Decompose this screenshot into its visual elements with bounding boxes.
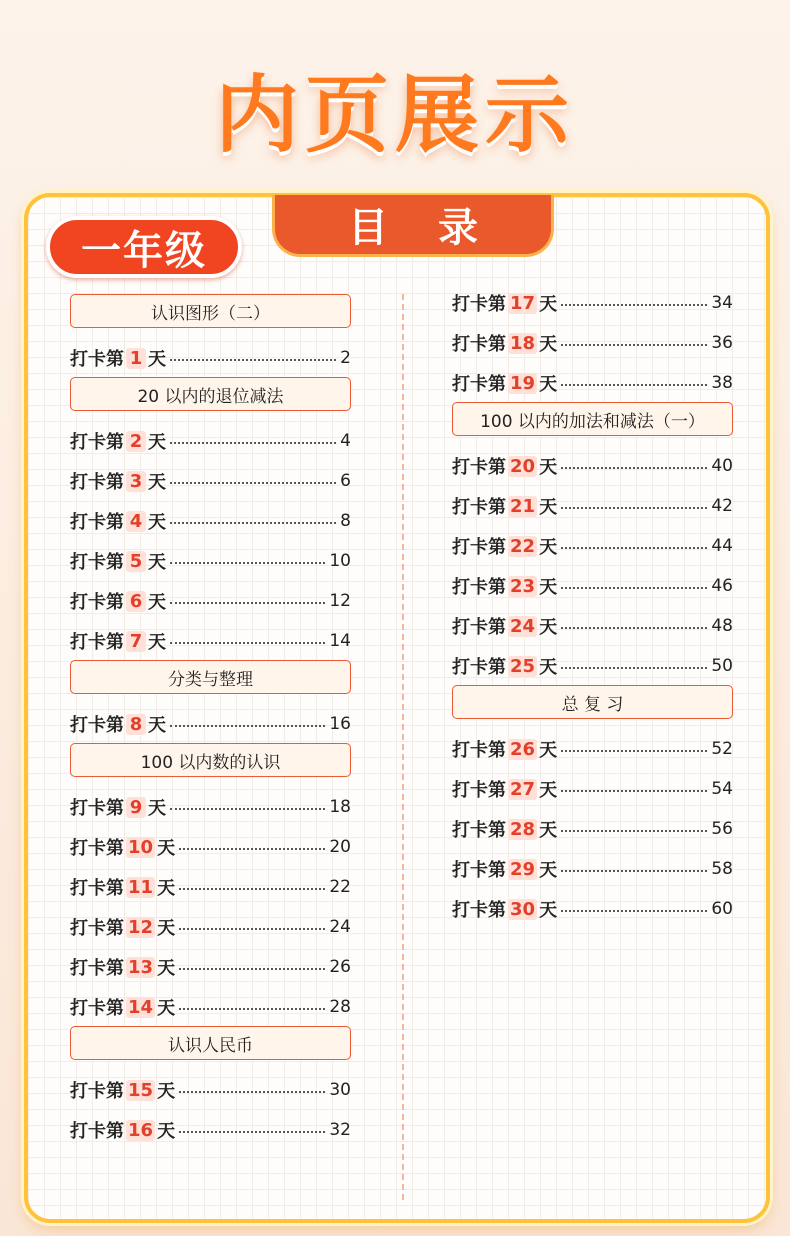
toc-entry-prefix: 打卡第 bbox=[70, 592, 124, 613]
toc-entry-page: 36 bbox=[711, 333, 733, 353]
toc-entry-prefix: 打卡第 bbox=[452, 457, 506, 478]
toc-entry-prefix: 打卡第 bbox=[70, 472, 124, 493]
toc-entry-suffix: 天 bbox=[539, 900, 558, 921]
toc-entry-leader bbox=[179, 928, 325, 930]
toc-entry-leader bbox=[179, 968, 325, 970]
toc-entry-prefix: 打卡第 bbox=[70, 1121, 124, 1142]
toc-entry-page: 12 bbox=[329, 591, 351, 611]
toc-entry-leader bbox=[561, 547, 707, 549]
toc-entry[interactable] bbox=[70, 548, 351, 574]
toc-entry-leader bbox=[179, 1008, 325, 1010]
toc-entry-prefix: 打卡第 bbox=[70, 512, 124, 533]
toc-entry-page: 8 bbox=[340, 511, 351, 531]
toc-entry-prefix: 打卡第 bbox=[70, 349, 124, 370]
toc-entry-day: 7 bbox=[126, 631, 146, 652]
toc-entry-day: 10 bbox=[128, 836, 154, 858]
toc-entry-suffix: 天 bbox=[157, 1121, 176, 1142]
toc-entry-page: 18 bbox=[329, 797, 351, 817]
toc-entry-prefix: 打卡第 bbox=[70, 878, 124, 899]
toc-entry-day: 14 bbox=[128, 996, 154, 1018]
toc-entry-suffix: 天 bbox=[539, 294, 558, 315]
toc-entry-page: 32 bbox=[329, 1120, 351, 1140]
toc-entry[interactable] bbox=[452, 653, 733, 679]
toc-entry-prefix: 打卡第 bbox=[70, 838, 124, 859]
toc-entry[interactable] bbox=[70, 345, 351, 371]
toc-entry-page: 38 bbox=[711, 373, 733, 393]
toc-entry[interactable] bbox=[452, 370, 733, 396]
toc-entry-page: 46 bbox=[711, 576, 733, 596]
toc-entry[interactable] bbox=[70, 588, 351, 614]
toc-entry-suffix: 天 bbox=[148, 715, 166, 736]
toc-entry-prefix: 打卡第 bbox=[452, 740, 506, 761]
toc-entry-prefix: 打卡第 bbox=[452, 860, 506, 881]
toc-entry-page: 14 bbox=[329, 631, 351, 651]
toc-entry-day: 8 bbox=[126, 714, 146, 735]
toc-entry-page: 56 bbox=[711, 819, 733, 839]
toc-entry-leader bbox=[561, 910, 707, 912]
toc-entry-page: 16 bbox=[329, 714, 351, 734]
toc-entry-leader bbox=[179, 1131, 325, 1133]
toc-entry-suffix: 天 bbox=[539, 577, 558, 598]
toc-entry-suffix: 天 bbox=[539, 334, 558, 355]
toc-entry[interactable] bbox=[70, 628, 351, 654]
toc-entry-suffix: 天 bbox=[157, 958, 176, 979]
toc-entry[interactable] bbox=[452, 533, 733, 559]
toc-entry-page: 54 bbox=[711, 779, 733, 799]
toc-entry-day: 30 bbox=[510, 898, 536, 920]
toc-section-header: 认识人民币 bbox=[70, 1026, 351, 1060]
toc-entry-day: 17 bbox=[510, 292, 536, 314]
column-divider bbox=[402, 294, 404, 1200]
toc-entry-prefix: 打卡第 bbox=[70, 918, 124, 939]
toc-entry-leader bbox=[179, 1091, 325, 1093]
toc-entry-leader bbox=[170, 602, 325, 604]
toc-entry-leader bbox=[561, 627, 707, 629]
toc-entry-day: 11 bbox=[128, 876, 154, 898]
toc-entry-day: 23 bbox=[510, 575, 536, 597]
toc-entry-leader bbox=[170, 442, 336, 444]
toc-entry-day: 4 bbox=[126, 511, 146, 532]
toc-entry-prefix: 打卡第 bbox=[70, 1081, 124, 1102]
toc-entry[interactable] bbox=[452, 816, 733, 842]
toc-entry-day: 20 bbox=[510, 455, 536, 477]
toc-section-header: 总 复 习 bbox=[452, 685, 733, 719]
toc-entry-suffix: 天 bbox=[539, 860, 558, 881]
toc-entry-leader bbox=[179, 848, 325, 850]
toc-entry-suffix: 天 bbox=[148, 592, 166, 613]
toc-section-header: 认识图形（二） bbox=[70, 294, 351, 328]
toc-entry-prefix: 打卡第 bbox=[452, 577, 506, 598]
toc-entry-leader bbox=[561, 790, 707, 792]
toc-entry-day: 1 bbox=[126, 348, 146, 369]
toc-entry-leader bbox=[170, 482, 336, 484]
toc-entry-suffix: 天 bbox=[148, 432, 166, 453]
toc-entry-leader bbox=[170, 562, 325, 564]
toc-entry-prefix: 打卡第 bbox=[70, 798, 124, 819]
toc-entry[interactable] bbox=[452, 290, 733, 316]
toc-entry[interactable] bbox=[452, 736, 733, 762]
toc-tab: 目录 bbox=[272, 195, 554, 257]
toc-entry[interactable] bbox=[70, 711, 351, 737]
toc-entry-page: 50 bbox=[711, 656, 733, 676]
toc-entry[interactable] bbox=[452, 613, 733, 639]
toc-entry-suffix: 天 bbox=[539, 657, 558, 678]
toc-entry-prefix: 打卡第 bbox=[452, 497, 506, 518]
toc-entry-page: 52 bbox=[711, 739, 733, 759]
toc-entry[interactable] bbox=[70, 508, 351, 534]
toc-entry-suffix: 天 bbox=[157, 1081, 176, 1102]
toc-entry-day: 24 bbox=[510, 615, 536, 637]
toc-entry-page: 34 bbox=[711, 293, 733, 313]
toc-entry-day: 3 bbox=[126, 471, 146, 492]
toc-entry[interactable] bbox=[452, 776, 733, 802]
toc-entry[interactable] bbox=[452, 453, 733, 479]
toc-entry-suffix: 天 bbox=[148, 552, 166, 573]
toc-entry-day: 12 bbox=[128, 916, 154, 938]
toc-entry[interactable] bbox=[70, 914, 351, 940]
toc-entry[interactable] bbox=[70, 1077, 351, 1103]
toc-entry-prefix: 打卡第 bbox=[70, 998, 124, 1019]
toc-entry-leader bbox=[561, 467, 707, 469]
toc-entry-leader bbox=[561, 587, 707, 589]
toc-entry-page: 4 bbox=[340, 431, 351, 451]
toc-entry-prefix: 打卡第 bbox=[70, 958, 124, 979]
toc-section-header: 分类与整理 bbox=[70, 660, 351, 694]
toc-entry-suffix: 天 bbox=[539, 780, 558, 801]
toc-entry-suffix: 天 bbox=[539, 740, 558, 761]
toc-entry-day: 19 bbox=[510, 372, 536, 394]
toc-entry-leader bbox=[561, 507, 707, 509]
toc-entry-day: 18 bbox=[510, 332, 536, 354]
toc-section-header: 20 以内的退位减法 bbox=[70, 377, 351, 411]
toc-entry-leader bbox=[561, 870, 707, 872]
toc-entry-day: 25 bbox=[510, 655, 536, 677]
toc-entry[interactable] bbox=[70, 794, 351, 820]
toc-entry-suffix: 天 bbox=[157, 998, 176, 1019]
toc-entry-prefix: 打卡第 bbox=[70, 552, 124, 573]
toc-entry-prefix: 打卡第 bbox=[452, 617, 506, 638]
toc-entry[interactable] bbox=[452, 896, 733, 922]
toc-entry-suffix: 天 bbox=[157, 918, 176, 939]
toc-entry[interactable] bbox=[452, 330, 733, 356]
toc-entry-leader bbox=[561, 830, 707, 832]
toc-entry-day: 9 bbox=[126, 797, 146, 818]
toc-entry-suffix: 天 bbox=[148, 349, 166, 370]
toc-entry-page: 10 bbox=[329, 551, 351, 571]
toc-entry-page: 42 bbox=[711, 496, 733, 516]
toc-entry[interactable] bbox=[70, 994, 351, 1020]
toc-entry-day: 15 bbox=[128, 1079, 154, 1101]
toc-entry-page: 26 bbox=[329, 957, 351, 977]
toc-entry-page: 2 bbox=[340, 348, 351, 368]
toc-entry-leader bbox=[170, 522, 336, 524]
toc-entry-day: 28 bbox=[510, 818, 536, 840]
page-title: 内页展示 bbox=[214, 66, 575, 164]
toc-entry-suffix: 天 bbox=[539, 457, 558, 478]
toc-entry-prefix: 打卡第 bbox=[452, 334, 506, 355]
toc-entry-suffix: 天 bbox=[148, 472, 166, 493]
toc-entry-suffix: 天 bbox=[539, 497, 558, 518]
toc-entry-day: 5 bbox=[126, 551, 146, 572]
toc-entry-day: 29 bbox=[510, 858, 536, 880]
toc-entry-page: 58 bbox=[711, 859, 733, 879]
toc-entry[interactable] bbox=[452, 573, 733, 599]
toc-entry-suffix: 天 bbox=[539, 537, 558, 558]
toc-entry-day: 13 bbox=[128, 956, 154, 978]
toc-entry-suffix: 天 bbox=[157, 838, 176, 859]
toc-entry-prefix: 打卡第 bbox=[70, 632, 124, 653]
toc-entry-page: 22 bbox=[329, 877, 351, 897]
toc-entry-prefix: 打卡第 bbox=[452, 374, 506, 395]
toc-entry-day: 26 bbox=[510, 738, 536, 760]
toc-entry-page: 24 bbox=[329, 917, 351, 937]
toc-entry[interactable] bbox=[70, 1117, 351, 1143]
toc-entry-prefix: 打卡第 bbox=[452, 537, 506, 558]
toc-entry-prefix: 打卡第 bbox=[452, 820, 506, 841]
toc-entry-page: 6 bbox=[340, 471, 351, 491]
toc-entry-leader bbox=[561, 304, 707, 306]
toc-entry-suffix: 天 bbox=[148, 512, 166, 533]
toc-entry-leader bbox=[561, 667, 707, 669]
toc-entry-page: 30 bbox=[329, 1080, 351, 1100]
toc-entry-suffix: 天 bbox=[148, 798, 166, 819]
toc-entry-day: 2 bbox=[126, 431, 146, 452]
toc-entry-page: 48 bbox=[711, 616, 733, 636]
toc-entry-suffix: 天 bbox=[539, 820, 558, 841]
toc-entry-suffix: 天 bbox=[157, 878, 176, 899]
toc-entry-leader bbox=[170, 642, 325, 644]
toc-entry[interactable] bbox=[70, 874, 351, 900]
toc-entry-day: 16 bbox=[128, 1119, 154, 1141]
toc-section-header: 100 以内的加法和减法（一） bbox=[452, 402, 733, 436]
toc-entry-page: 20 bbox=[329, 837, 351, 857]
toc-entry-prefix: 打卡第 bbox=[70, 432, 124, 453]
toc-entry-day: 27 bbox=[510, 778, 536, 800]
toc-entry-page: 60 bbox=[711, 899, 733, 919]
toc-entry-day: 6 bbox=[126, 591, 146, 612]
toc-entry-page: 40 bbox=[711, 456, 733, 476]
toc-entry-suffix: 天 bbox=[148, 632, 166, 653]
toc-section-header: 100 以内数的认识 bbox=[70, 743, 351, 777]
toc-entry-leader bbox=[170, 808, 325, 810]
toc-entry-prefix: 打卡第 bbox=[452, 657, 506, 678]
toc-entry-leader bbox=[561, 750, 707, 752]
toc-entry-leader bbox=[179, 888, 325, 890]
toc-entry-leader bbox=[170, 359, 336, 361]
toc-entry-page: 28 bbox=[329, 997, 351, 1017]
toc-entry-prefix: 打卡第 bbox=[70, 715, 124, 736]
toc-entry[interactable] bbox=[70, 428, 351, 454]
toc-entry-day: 21 bbox=[510, 495, 536, 517]
toc-entry-page: 44 bbox=[711, 536, 733, 556]
grade-badge: 一年级 bbox=[46, 216, 242, 278]
toc-entry-leader bbox=[170, 725, 325, 727]
toc-entry[interactable] bbox=[70, 834, 351, 860]
toc-entry[interactable] bbox=[70, 954, 351, 980]
toc-entry[interactable] bbox=[70, 468, 351, 494]
toc-entry[interactable] bbox=[452, 493, 733, 519]
toc-entry[interactable] bbox=[452, 856, 733, 882]
toc-entry-suffix: 天 bbox=[539, 374, 558, 395]
toc-entry-suffix: 天 bbox=[539, 617, 558, 638]
toc-entry-day: 22 bbox=[510, 535, 536, 557]
toc-entry-prefix: 打卡第 bbox=[452, 294, 506, 315]
toc-entry-leader bbox=[561, 344, 707, 346]
toc-entry-leader bbox=[561, 384, 707, 386]
toc-entry-prefix: 打卡第 bbox=[452, 900, 506, 921]
toc-entry-prefix: 打卡第 bbox=[452, 780, 506, 801]
